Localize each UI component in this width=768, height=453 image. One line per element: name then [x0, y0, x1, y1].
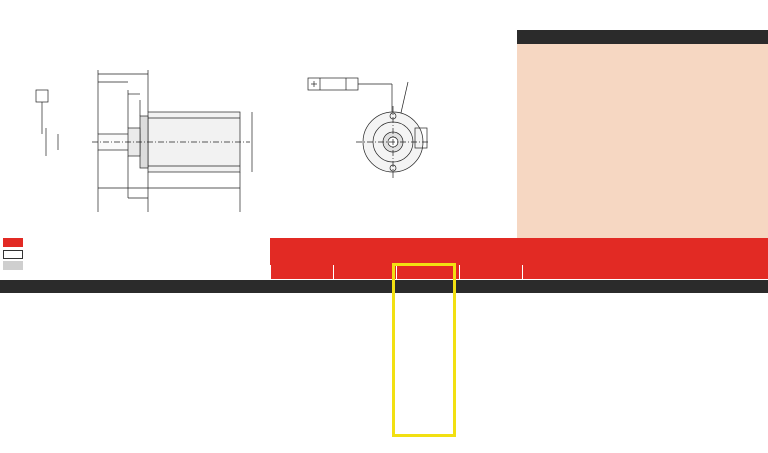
standard-swatch	[3, 250, 23, 259]
order-number-110317[interactable]	[522, 265, 578, 279]
order-number-110314[interactable]	[333, 265, 389, 279]
stock-swatch	[3, 238, 23, 247]
order-number-110316[interactable]	[459, 265, 515, 279]
order-number-110313[interactable]	[270, 265, 326, 279]
legend-stock	[3, 237, 27, 249]
technical-data-title	[517, 30, 768, 44]
page-title	[4, 0, 8, 23]
technical-data-panel	[517, 30, 768, 238]
order-number-110315[interactable]	[396, 265, 452, 279]
legend-special	[3, 260, 27, 272]
order-number-header	[270, 238, 768, 265]
legend-standard	[3, 249, 27, 261]
special-swatch	[3, 261, 23, 270]
order-number-row	[270, 265, 768, 279]
gearhead-data-header	[0, 280, 768, 293]
datum-a-box	[36, 90, 48, 102]
program-legend	[3, 237, 27, 272]
technical-drawing	[0, 30, 512, 230]
